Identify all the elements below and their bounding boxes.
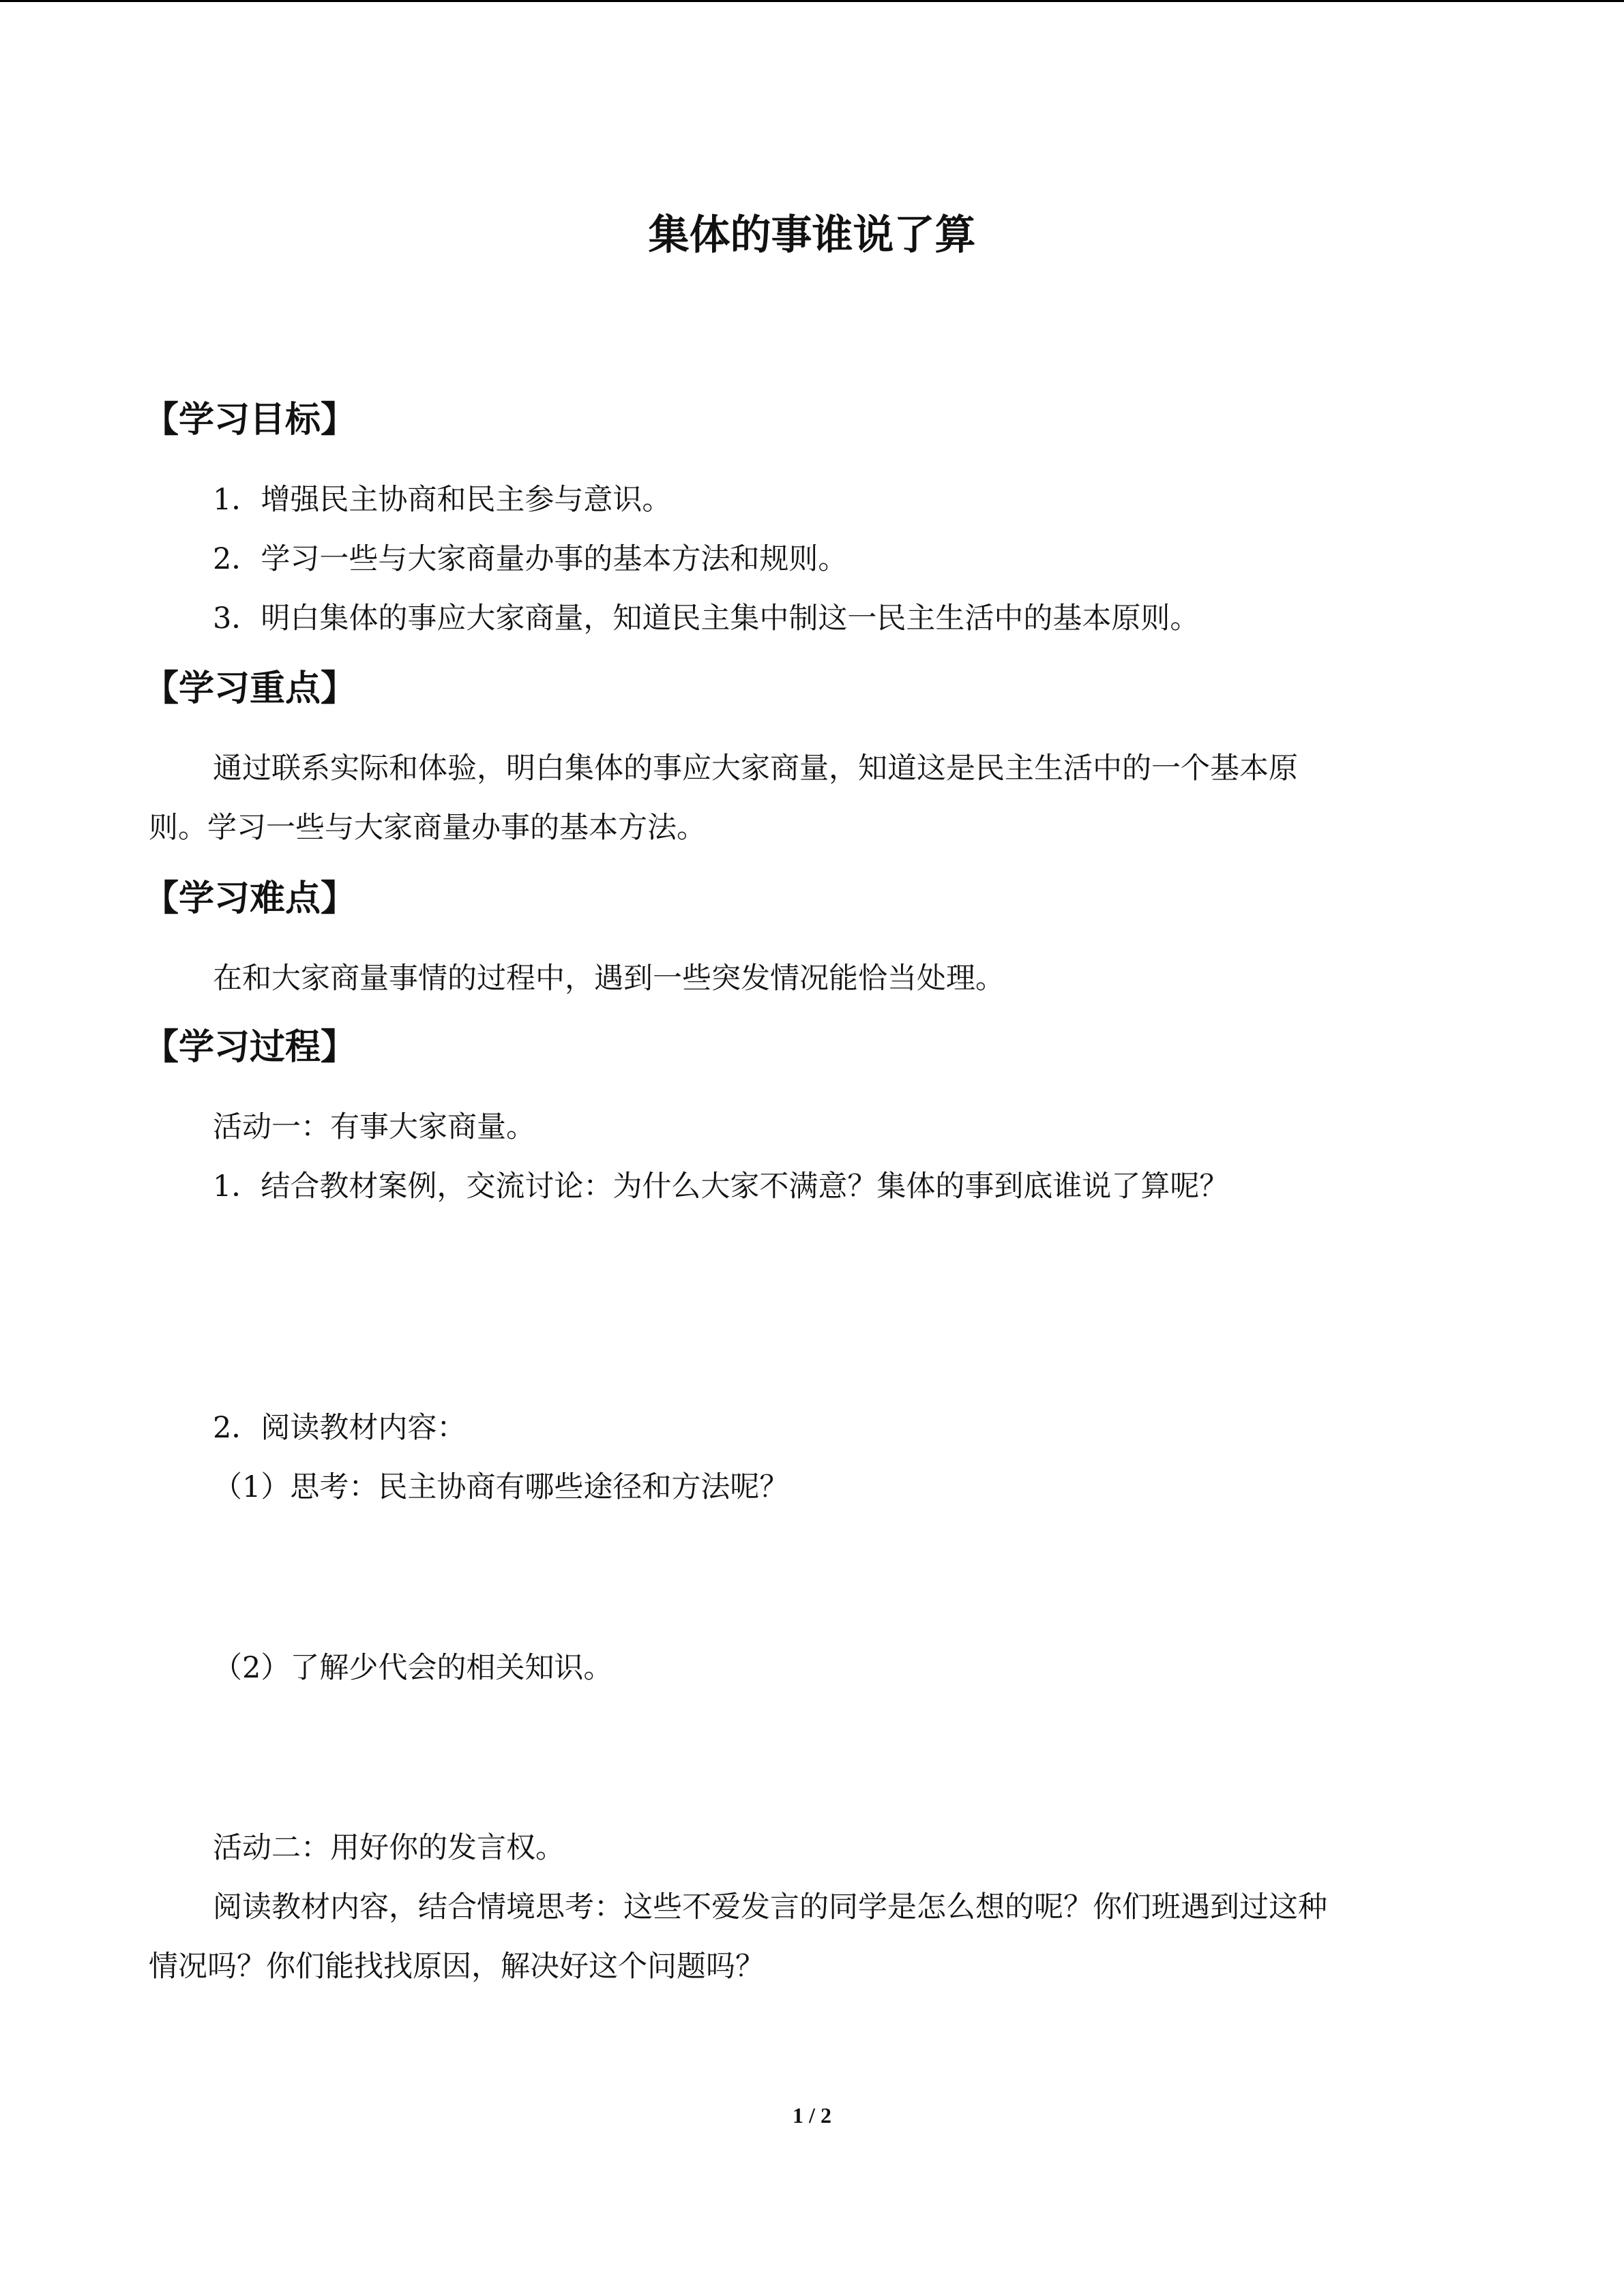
objective-item-1: 1．增强民主协商和民主参与意识。 xyxy=(213,483,672,517)
section-heading-objectives: 【学习目标】 xyxy=(143,400,357,441)
objective-item-3: 3．明白集体的事应大家商量，知道民主集中制这一民主生活中的基本原则。 xyxy=(213,601,1200,636)
activity-2-line-1: 阅读教材内容，结合情境思考：这些不爱发言的同学是怎么想的呢？你们班遇到过这种 xyxy=(213,1890,1327,1924)
page-number: 1 / 2 xyxy=(793,2103,831,2128)
activity-1-question-1: 1．结合教材案例，交流讨论：为什么大家不满意？集体的事到底谁说了算呢？ xyxy=(213,1169,1229,1204)
activity-1-title: 活动一：有事大家商量。 xyxy=(213,1110,535,1144)
activity-2-line-2: 情况吗？你们能找找原因，解决好这个问题吗？ xyxy=(149,1950,765,1984)
difficulties-line-1: 在和大家商量事情的过程中，遇到一些突发情况能恰当处理。 xyxy=(213,961,1005,996)
section-heading-key-points: 【学习重点】 xyxy=(143,668,357,709)
top-border-rule xyxy=(0,0,1624,2)
activity-1-question-2: 2．阅读教材内容： xyxy=(213,1411,467,1445)
section-heading-difficulties: 【学习难点】 xyxy=(143,878,357,919)
key-points-line-2: 则。学习一些与大家商量办事的基本方法。 xyxy=(149,811,706,845)
activity-2-title: 活动二：用好你的发言权。 xyxy=(213,1831,565,1865)
document-title: 集体的事谁说了算 xyxy=(648,211,976,259)
activity-1-question-2-sub-1: （1）思考：民主协商有哪些途径和方法呢？ xyxy=(213,1470,789,1504)
activity-1-question-2-sub-2: （2）了解少代会的相关知识。 xyxy=(213,1651,613,1685)
section-heading-process: 【学习过程】 xyxy=(143,1027,357,1068)
key-points-line-1: 通过联系实际和体验，明白集体的事应大家商量，知道这是民主生活中的一个基本原 xyxy=(213,751,1298,786)
objective-item-2: 2．学习一些与大家商量办事的基本方法和规则。 xyxy=(213,542,848,576)
